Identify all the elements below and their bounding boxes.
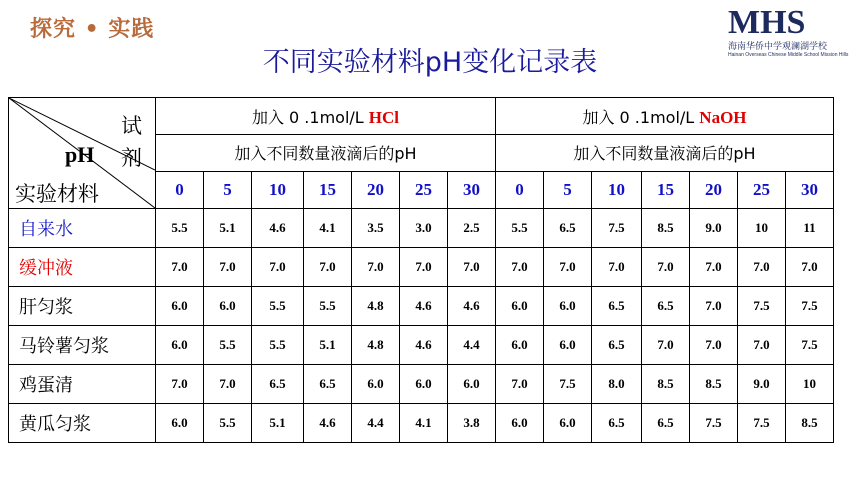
naoh-drops-header: 25 <box>738 171 786 208</box>
naoh-ph-value: 6.0 <box>496 404 544 443</box>
naoh-drops-header: 20 <box>690 171 738 208</box>
hcl-ph-value: 5.5 <box>156 209 204 248</box>
hcl-ph-value: 6.0 <box>156 404 204 443</box>
hcl-drops-header: 15 <box>304 171 352 208</box>
logo-chinese-name: 海南华侨中学观澜湖学校 <box>728 42 828 52</box>
table-row <box>9 209 834 248</box>
logo-english-name: Hainan Overseas Chinese Middle School Mission Hills <box>728 52 849 58</box>
hcl-ph-value: 6.5 <box>304 365 352 404</box>
naoh-drops-header: 0 <box>496 171 544 208</box>
naoh-ph-value: 7.0 <box>642 248 690 287</box>
hcl-ph-value: 6.0 <box>204 287 252 326</box>
naoh-ph-value: 9.0 <box>690 209 738 248</box>
hcl-ph-value: 6.0 <box>352 365 400 404</box>
hcl-ph-value: 7.0 <box>156 365 204 404</box>
naoh-drops-header: 5 <box>544 171 592 208</box>
hcl-ph-value: 3.0 <box>400 209 448 248</box>
naoh-ph-value: 8.5 <box>786 404 834 443</box>
naoh-ph-value: 6.5 <box>642 404 690 443</box>
naoh-ph-value: 6.0 <box>544 287 592 326</box>
naoh-ph-value: 7.0 <box>496 365 544 404</box>
naoh-ph-value: 8.5 <box>642 365 690 404</box>
hcl-ph-value: 4.6 <box>400 287 448 326</box>
hcl-ph-value: 7.0 <box>304 248 352 287</box>
hcl-drops-header: 5 <box>204 171 252 208</box>
naoh-ph-value: 10 <box>738 209 786 248</box>
hcl-ph-value: 4.1 <box>304 209 352 248</box>
hcl-ph-value: 7.0 <box>448 248 496 287</box>
naoh-ph-value: 7.0 <box>592 248 642 287</box>
naoh-ph-value: 6.5 <box>592 326 642 365</box>
hcl-ph-value: 5.1 <box>252 404 304 443</box>
hcl-ph-value: 7.0 <box>204 365 252 404</box>
hcl-drops-header: 25 <box>400 171 448 208</box>
corner-header-cell <box>9 98 156 209</box>
table-row <box>9 365 834 404</box>
table-row <box>9 248 834 287</box>
hcl-ph-value: 6.0 <box>400 365 448 404</box>
corner-reagent-top: 试 <box>121 114 142 138</box>
naoh-drops-header: 10 <box>592 171 642 208</box>
page-title: 不同实验材料pH变化记录表 <box>262 47 598 78</box>
logo-mark: MHS <box>728 4 806 41</box>
naoh-ph-value: 5.5 <box>496 209 544 248</box>
naoh-ph-value: 8.0 <box>592 365 642 404</box>
hcl-subheader: 加入不同数量液滴后的pH <box>156 135 496 171</box>
naoh-ph-value: 11 <box>786 209 834 248</box>
hcl-ph-value: 3.8 <box>448 404 496 443</box>
hcl-ph-value: 6.5 <box>252 365 304 404</box>
hcl-ph-value: 4.8 <box>352 287 400 326</box>
hcl-ph-value: 4.6 <box>400 326 448 365</box>
naoh-ph-value: 7.0 <box>786 248 834 287</box>
naoh-ph-value: 7.5 <box>786 326 834 365</box>
hcl-header <box>156 98 496 135</box>
hcl-ph-value: 4.4 <box>352 404 400 443</box>
naoh-prefix: 加入 0 .1mol/L <box>582 107 700 127</box>
table-row <box>9 404 834 443</box>
section-tag: 探究 • 实践 <box>30 17 155 42</box>
naoh-ph-value: 6.5 <box>592 287 642 326</box>
hcl-ph-value: 3.5 <box>352 209 400 248</box>
naoh-ph-value: 6.5 <box>544 209 592 248</box>
hcl-ph-value: 7.0 <box>204 248 252 287</box>
naoh-ph-value: 7.0 <box>690 326 738 365</box>
naoh-ph-value: 10 <box>786 365 834 404</box>
hcl-prefix: 加入 0 .1mol/L <box>251 107 369 127</box>
hcl-ph-value: 5.5 <box>252 326 304 365</box>
hcl-ph-value: 4.6 <box>304 404 352 443</box>
hcl-ph-value: 7.0 <box>252 248 304 287</box>
naoh-header <box>496 98 834 135</box>
naoh-ph-value: 8.5 <box>690 365 738 404</box>
naoh-ph-value: 7.5 <box>690 404 738 443</box>
naoh-ph-value: 7.0 <box>690 287 738 326</box>
naoh-ph-value: 6.0 <box>496 287 544 326</box>
material-name: 肝匀浆 <box>9 287 156 326</box>
material-name: 马铃薯匀浆 <box>9 326 156 365</box>
naoh-drops-header: 30 <box>786 171 834 208</box>
hcl-ph-value: 5.5 <box>252 287 304 326</box>
naoh-ph-value: 6.0 <box>544 326 592 365</box>
hcl-ph-value: 7.0 <box>156 248 204 287</box>
naoh-ph-value: 6.0 <box>496 326 544 365</box>
naoh-ph-value: 8.5 <box>642 209 690 248</box>
naoh-ph-value: 6.0 <box>544 404 592 443</box>
naoh-ph-value: 7.0 <box>690 248 738 287</box>
hcl-ph-value: 2.5 <box>448 209 496 248</box>
hcl-drops-header: 20 <box>352 171 400 208</box>
naoh-ph-value: 7.0 <box>738 326 786 365</box>
naoh-ph-value: 7.0 <box>544 248 592 287</box>
hcl-ph-value: 5.1 <box>304 326 352 365</box>
hcl-ph-value: 4.6 <box>252 209 304 248</box>
material-name: 缓冲液 <box>9 248 156 287</box>
material-name: 自来水 <box>9 209 156 248</box>
naoh-ph-value: 7.5 <box>592 209 642 248</box>
naoh-chemical: NaOH <box>699 107 747 127</box>
hcl-ph-value: 5.5 <box>204 326 252 365</box>
hcl-ph-value: 4.6 <box>448 287 496 326</box>
naoh-ph-value: 7.5 <box>786 287 834 326</box>
corner-reagent-bottom: 剂 <box>121 146 142 170</box>
hcl-ph-value: 5.1 <box>204 209 252 248</box>
naoh-ph-value: 7.5 <box>544 365 592 404</box>
naoh-ph-value: 7.0 <box>642 326 690 365</box>
naoh-ph-value: 7.5 <box>738 287 786 326</box>
naoh-ph-value: 7.0 <box>496 248 544 287</box>
school-logo <box>728 4 850 62</box>
naoh-drops-header: 15 <box>642 171 690 208</box>
hcl-ph-value: 4.4 <box>448 326 496 365</box>
ph-record-table <box>8 97 834 443</box>
hcl-ph-value: 7.0 <box>352 248 400 287</box>
hcl-ph-value: 5.5 <box>304 287 352 326</box>
hcl-ph-value: 4.8 <box>352 326 400 365</box>
hcl-ph-value: 6.0 <box>448 365 496 404</box>
hcl-drops-header: 10 <box>252 171 304 208</box>
corner-ph-label: pH <box>65 142 95 167</box>
naoh-ph-value: 7.5 <box>738 404 786 443</box>
hcl-ph-value: 5.5 <box>204 404 252 443</box>
table-row <box>9 326 834 365</box>
hcl-ph-value: 6.0 <box>156 326 204 365</box>
hcl-chemical: HCl <box>368 107 400 127</box>
hcl-drops-header: 0 <box>156 171 204 208</box>
hcl-ph-value: 6.0 <box>156 287 204 326</box>
material-name: 黄瓜匀浆 <box>9 404 156 443</box>
hcl-drops-header: 30 <box>448 171 496 208</box>
naoh-ph-value: 7.0 <box>738 248 786 287</box>
naoh-ph-value: 6.5 <box>592 404 642 443</box>
hcl-ph-value: 7.0 <box>400 248 448 287</box>
table-row <box>9 287 834 326</box>
material-name: 鸡蛋清 <box>9 365 156 404</box>
naoh-subheader: 加入不同数量液滴后的pH <box>496 135 834 171</box>
hcl-ph-value: 4.1 <box>400 404 448 443</box>
naoh-ph-value: 9.0 <box>738 365 786 404</box>
corner-material-label: 实验材料 <box>15 182 99 206</box>
naoh-ph-value: 6.5 <box>642 287 690 326</box>
